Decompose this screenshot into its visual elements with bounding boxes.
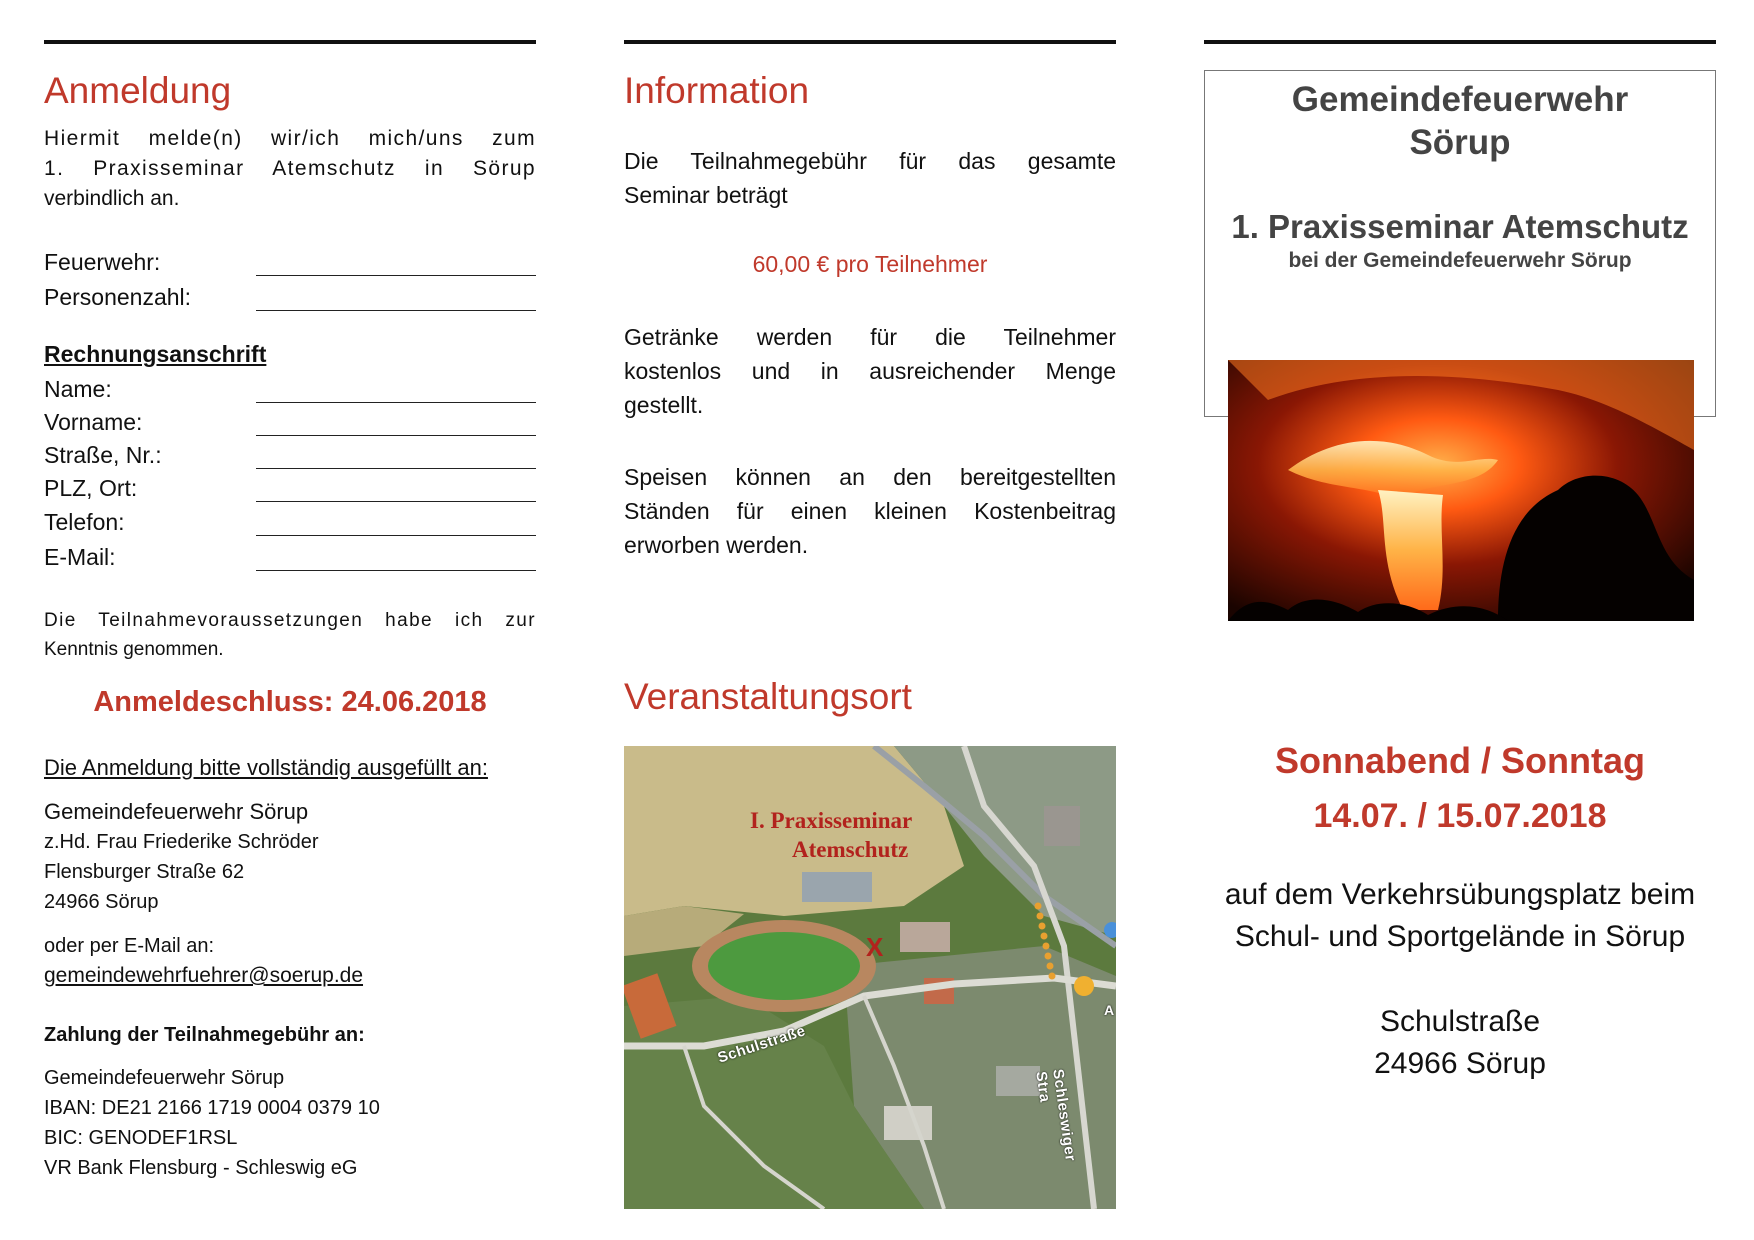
venue-heading: Veranstaltungsort <box>624 676 912 717</box>
field-fire-brigade[interactable] <box>44 248 536 278</box>
field-name[interactable] <box>44 375 536 405</box>
drinks-text <box>624 320 1116 422</box>
email-link[interactable]: gemeindewehrfuehrer@soerup.de <box>44 964 364 987</box>
address-line: z.Hd. Frau Friederike Schröder <box>44 831 319 853</box>
email-block <box>44 931 363 991</box>
registration-deadline: Anmeldeschluss: 24.06.2018 <box>93 686 487 718</box>
address-line: Gemeindefeuerwehr Sörup <box>44 799 309 824</box>
street-label-schulstrasse: Schulstraße <box>715 1022 808 1067</box>
field-label: PLZ, Ort: <box>44 475 138 501</box>
organizer-line: Gemeindefeuerwehr <box>1291 80 1629 119</box>
bank-line: Gemeindefeuerwehr Sörup <box>44 1067 285 1089</box>
field-email[interactable] <box>44 543 536 573</box>
registration-intro <box>44 124 536 214</box>
drinks-line: Getränke werden für die Teilnehmer <box>624 324 1116 350</box>
fill-in-line[interactable] <box>256 535 536 536</box>
note-line: Die Teilnahmevoraussetzungen habe ich zur <box>44 610 536 631</box>
fee-text <box>624 144 1116 212</box>
building <box>884 1106 932 1140</box>
organizer-name <box>1204 78 1716 164</box>
intro-line: 1. Praxisseminar Atemschutz in Sörup <box>44 157 536 180</box>
food-line: Ständen für einen kleinen Kostenbeitrag <box>624 498 1116 524</box>
fire-photo-graphic <box>1228 360 1694 621</box>
event-street <box>1204 1001 1716 1085</box>
shop-pin-icon <box>1074 976 1094 996</box>
fill-in-line[interactable] <box>256 468 536 469</box>
fill-in-line[interactable] <box>256 501 536 502</box>
street-label-edge: A <box>1104 1002 1115 1018</box>
registration-heading: Anmeldung <box>44 70 232 111</box>
food-text <box>624 460 1116 562</box>
map-title-line1: I. Praxisseminar <box>750 808 913 833</box>
fee-line: Die Teilnahmegebühr für das gesamte <box>624 148 1116 174</box>
email-prefix: oder per E-Mail an: <box>44 935 215 957</box>
fire-training-photo <box>1228 360 1694 621</box>
building <box>802 872 872 902</box>
building <box>900 922 950 952</box>
field-label: Telefon: <box>44 509 125 535</box>
price: 60,00 € pro Teilnehmer <box>752 251 988 277</box>
top-rule-left <box>44 40 536 44</box>
fill-in-line[interactable] <box>256 310 536 311</box>
drinks-line: kostenlos und in ausreichender Menge <box>624 358 1116 384</box>
organizer-line: Sörup <box>1409 123 1511 162</box>
fee-line: Seminar beträgt <box>624 182 788 208</box>
intro-line: verbindlich an. <box>44 187 180 210</box>
seminar-title: 1. Praxisseminar Atemschutz <box>1231 208 1689 245</box>
field-phone[interactable] <box>44 508 536 538</box>
bank-details <box>44 1063 380 1183</box>
top-rule-right <box>1204 40 1716 44</box>
food-line: Speisen können an den bereitgestellten <box>624 464 1116 490</box>
payment-heading: Zahlung der Teilnahmegebühr an: <box>44 1024 365 1046</box>
map-title-line2: Atemschutz <box>792 837 909 862</box>
event-days: Sonnabend / Sonntag <box>1275 740 1645 781</box>
food-line: erworben werden. <box>624 532 809 558</box>
field-label: Personenzahl: <box>44 284 192 310</box>
billing-heading: Rechnungsanschrift <box>44 341 267 367</box>
address-line: Flensburger Straße 62 <box>44 861 245 883</box>
prerequisites-note <box>44 606 536 664</box>
fill-in-line[interactable] <box>256 402 536 403</box>
information-heading: Information <box>624 70 810 111</box>
street-label-schleswiger: Schleswiger Stra <box>1032 1068 1079 1163</box>
bank-line: VR Bank Flensburg - Schleswig eG <box>44 1157 358 1179</box>
fill-in-line[interactable] <box>256 435 536 436</box>
venue-map[interactable] <box>624 746 1116 1209</box>
send-to-heading: Die Anmeldung bitte vollständig ausgefüllt an: <box>44 755 488 780</box>
fill-in-line[interactable] <box>256 570 536 571</box>
place-line: Schul- und Sportgelände in Sörup <box>1234 920 1686 953</box>
seminar-subtitle: bei der Gemeindefeuerwehr Sörup <box>1288 249 1632 272</box>
field-first-name[interactable] <box>44 408 536 438</box>
building <box>1044 806 1080 846</box>
fill-in-line[interactable] <box>256 275 536 276</box>
street-line: Schulstraße <box>1379 1005 1541 1038</box>
note-line: Kenntnis genommen. <box>44 639 224 660</box>
field-label: E-Mail: <box>44 544 116 570</box>
top-rule-middle <box>624 40 1116 44</box>
place-line: auf dem Verkehrsübungsplatz beim <box>1224 878 1696 911</box>
field-label: Straße, Nr.: <box>44 442 162 468</box>
drinks-line: gestellt. <box>624 392 704 418</box>
event-place <box>1204 874 1716 958</box>
bank-line: IBAN: DE21 2166 1719 0004 0379 10 <box>44 1097 380 1119</box>
field-person-count[interactable] <box>44 283 536 313</box>
field-label: Vorname: <box>44 409 143 435</box>
field-label: Name: <box>44 376 112 402</box>
event-dates: 14.07. / 15.07.2018 <box>1313 797 1607 835</box>
address-line: 24966 Sörup <box>44 891 159 913</box>
street-line: 24966 Sörup <box>1374 1047 1546 1080</box>
field-zip-city[interactable] <box>44 474 536 504</box>
bank-line: BIC: GENODEF1RSL <box>44 1127 238 1149</box>
intro-line: Hiermit melde(n) wir/ich mich/uns zum <box>44 127 536 150</box>
field-street[interactable] <box>44 441 536 471</box>
venue-marker-icon: X <box>866 932 884 962</box>
sports-field <box>708 932 860 1000</box>
postal-address <box>44 797 319 917</box>
field-label: Feuerwehr: <box>44 249 161 275</box>
